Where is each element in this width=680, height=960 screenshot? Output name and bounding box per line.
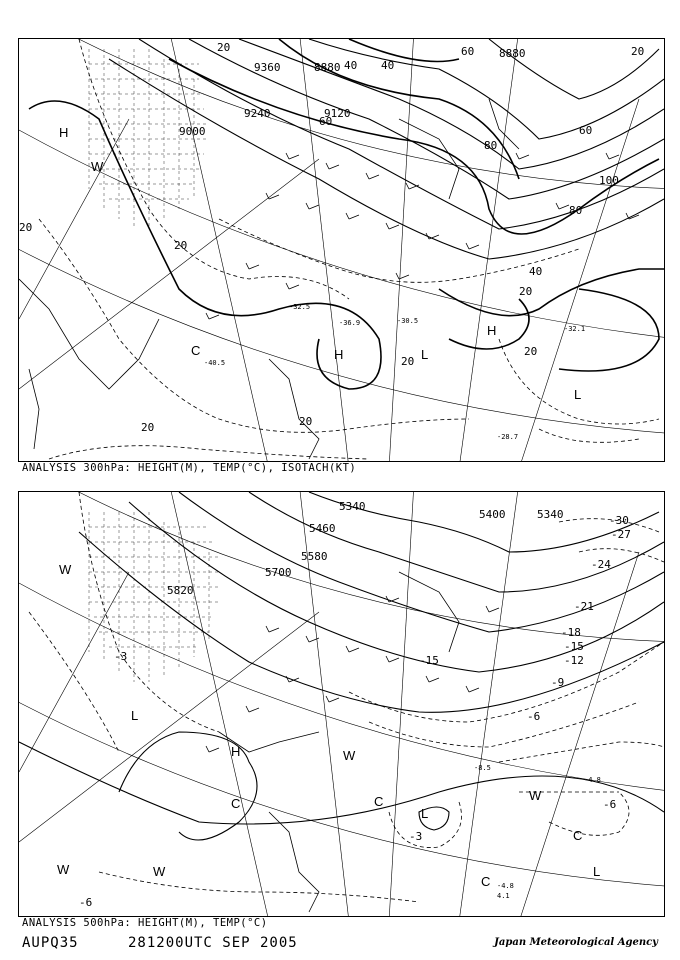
temp-label: -21: [574, 600, 594, 613]
temp-label: -18: [561, 626, 581, 639]
isotach-label: 20: [217, 41, 231, 54]
isotach-label: 100: [599, 174, 619, 187]
temp-obs-label: -36.9: [339, 319, 361, 327]
isotach-label: 60: [579, 124, 593, 137]
map-500hpa-canvas: [19, 492, 664, 916]
obs-label: 4.1: [497, 892, 510, 900]
caption-300hpa: ANALYSIS 300hPa: HEIGHT(M), TEMP(°C), ISOTACH(KT): [22, 462, 357, 474]
height-label: 5460: [309, 522, 336, 535]
warm-center-label: W: [91, 159, 104, 174]
graticule: [19, 492, 664, 916]
isotach-label: 40: [344, 59, 358, 72]
isotach-label: 80: [569, 204, 583, 217]
warm-center-label: W: [529, 788, 542, 803]
cold-center-label: C: [191, 343, 201, 358]
obs-label: -4.8: [584, 776, 601, 784]
map-300hpa: [18, 38, 665, 462]
low-center-label: L: [421, 806, 429, 821]
high-center-label: H: [334, 347, 344, 362]
height-label: 8880: [314, 61, 341, 74]
isotach-label: 20: [19, 221, 33, 234]
temp-label: -3: [409, 830, 423, 843]
obs-label: -8.5: [474, 764, 491, 772]
isotach-label: 20: [299, 415, 313, 428]
temp-label: -27: [611, 528, 631, 541]
temp-label: -12: [564, 654, 584, 667]
height-label: 5700: [265, 566, 292, 579]
temp-obs-label: -32.5: [289, 303, 311, 311]
temp-label: -9: [551, 676, 565, 689]
height-label: 5340: [339, 500, 366, 513]
temp-obs-label: -32.1: [564, 325, 586, 333]
isotach-label: 60: [461, 45, 475, 58]
map-300hpa-canvas: [19, 39, 664, 461]
wind-barbs: [206, 153, 639, 319]
isotach-label: 80: [484, 139, 498, 152]
low-center-label: L: [574, 387, 582, 402]
height-label: 5580: [301, 550, 328, 563]
map-500hpa: [18, 491, 665, 917]
high-center-label: H: [59, 125, 69, 140]
warm-center-label: W: [57, 862, 70, 877]
isotach-label: 60: [319, 115, 333, 128]
isotach-label: 20: [141, 421, 155, 434]
height-label: 8880: [499, 47, 526, 60]
temp-obs-label: -28.7: [497, 433, 519, 441]
cold-center-label: C: [573, 828, 583, 843]
height-label: 9000: [179, 125, 206, 138]
agency-credit: Japan Meteorological Agency: [494, 937, 658, 948]
temp-label: -15: [419, 654, 439, 667]
height-label: 5400: [479, 508, 506, 521]
warm-center-label: W: [59, 562, 72, 577]
temp-label: -6: [527, 710, 541, 723]
temp-label: -6: [79, 896, 93, 909]
low-center-label: L: [131, 708, 139, 723]
bulletin-code: AUPQ35: [22, 935, 79, 951]
isotach-label: 40: [381, 59, 395, 72]
isotach-label: 20: [524, 345, 538, 358]
cold-center-label: C: [374, 794, 384, 809]
high-center-label: H: [231, 744, 241, 759]
temp-label: -3: [114, 650, 128, 663]
graticule: [19, 39, 664, 461]
temperature-contours: [39, 39, 659, 459]
isotach-label: 20: [174, 239, 188, 252]
hatched-region: [89, 512, 219, 682]
isotach-label: 20: [401, 355, 415, 368]
isotach-label: 20: [519, 285, 533, 298]
analysis-time: 281200UTC SEP 2005: [128, 935, 298, 951]
warm-center-label: W: [153, 864, 166, 879]
temp-label: -24: [591, 558, 611, 571]
temp-label: -30: [609, 514, 629, 527]
low-center-label: L: [421, 347, 429, 362]
height-label: 9360: [254, 61, 281, 74]
cold-center-label: C: [231, 796, 241, 811]
temp-label: -6: [603, 798, 617, 811]
height-label: 5340: [537, 508, 564, 521]
temp-obs-label: -40.5: [204, 359, 226, 367]
height-label: 9240: [244, 107, 271, 120]
height-label: 5820: [167, 584, 194, 597]
isotach-label: 20: [631, 45, 645, 58]
obs-label: -4.8: [497, 882, 514, 890]
low-center-label: L: [593, 864, 601, 879]
temp-obs-label: -30.5: [397, 317, 419, 325]
height-contours: [109, 39, 664, 259]
height-label: 9120: [324, 107, 351, 120]
cold-center-label: C: [481, 874, 491, 889]
temp-label: -15: [564, 640, 584, 653]
high-center-label: H: [487, 323, 497, 338]
warm-center-label: W: [343, 748, 356, 763]
isotach-label: 40: [529, 265, 543, 278]
caption-500hpa: ANALYSIS 500hPa: HEIGHT(M), TEMP(°C): [22, 917, 268, 929]
wind-barbs: [206, 596, 499, 752]
